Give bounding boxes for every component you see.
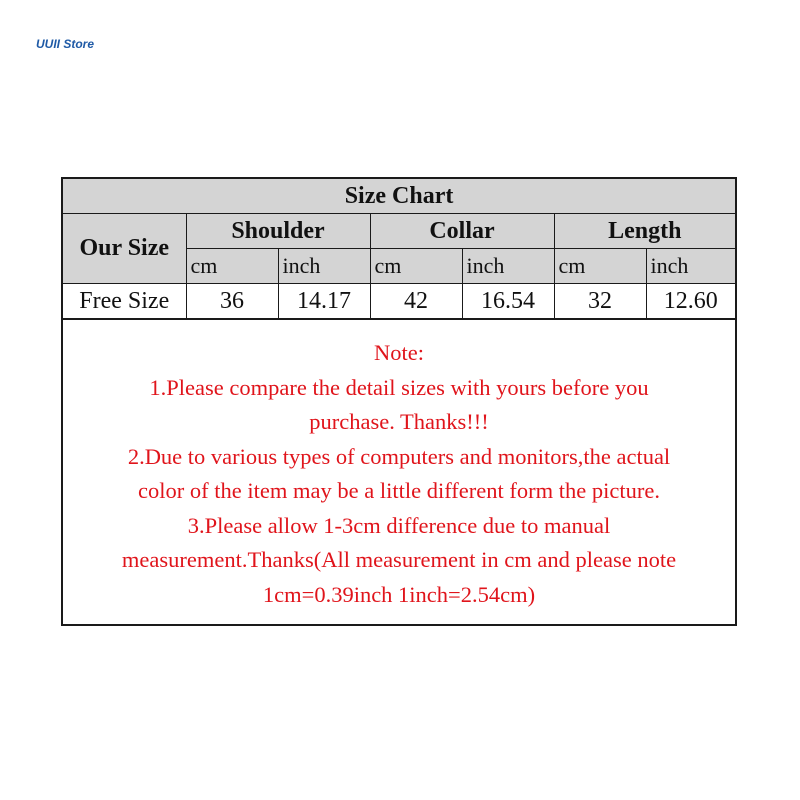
table-row: [63, 284, 735, 319]
note-line: 1.Please compare the detail sizes with yours before you: [149, 374, 649, 400]
unit-header: inch: [278, 249, 370, 284]
table-cell: 42: [370, 284, 462, 319]
note-line: color of the item may be a little different form the picture.: [138, 478, 660, 503]
unit-header: cm: [554, 249, 646, 284]
title-row: [63, 179, 735, 214]
table-cell: 12.60: [646, 284, 735, 319]
unit-header: inch: [646, 249, 735, 284]
note-box: [63, 319, 735, 624]
store-name: UUII Store: [36, 37, 95, 51]
unit-header: cm: [370, 249, 462, 284]
group-header-row: [63, 214, 735, 249]
size-table: [63, 179, 735, 319]
unit-header: inch: [462, 249, 554, 284]
table-cell: 32: [554, 284, 646, 319]
size-label: Free Size: [63, 284, 186, 319]
note-line: purchase. Thanks!!!: [309, 409, 489, 434]
length-header: Length: [554, 214, 735, 249]
collar-header: Collar: [370, 214, 554, 249]
note-line: 3.Please allow 1-3cm difference due to manual: [187, 512, 611, 538]
shoulder-header: Shoulder: [186, 214, 370, 249]
chart-title: Size Chart: [63, 179, 735, 214]
size-chart: [61, 177, 737, 626]
note-line: 2.Due to various types of computers and monitors,the actual: [127, 443, 671, 469]
our-size-header: Our Size: [63, 214, 186, 284]
note-heading: Note:: [374, 340, 424, 365]
note-line: measurement.Thanks(All measurement in cm and please note: [121, 547, 677, 572]
unit-header: cm: [186, 249, 278, 284]
note-line: 1cm=0.39inch 1inch=2.54cm): [262, 581, 536, 607]
table-cell: 36: [186, 284, 278, 319]
table-cell: 14.17: [278, 284, 370, 319]
table-cell: 16.54: [462, 284, 554, 319]
